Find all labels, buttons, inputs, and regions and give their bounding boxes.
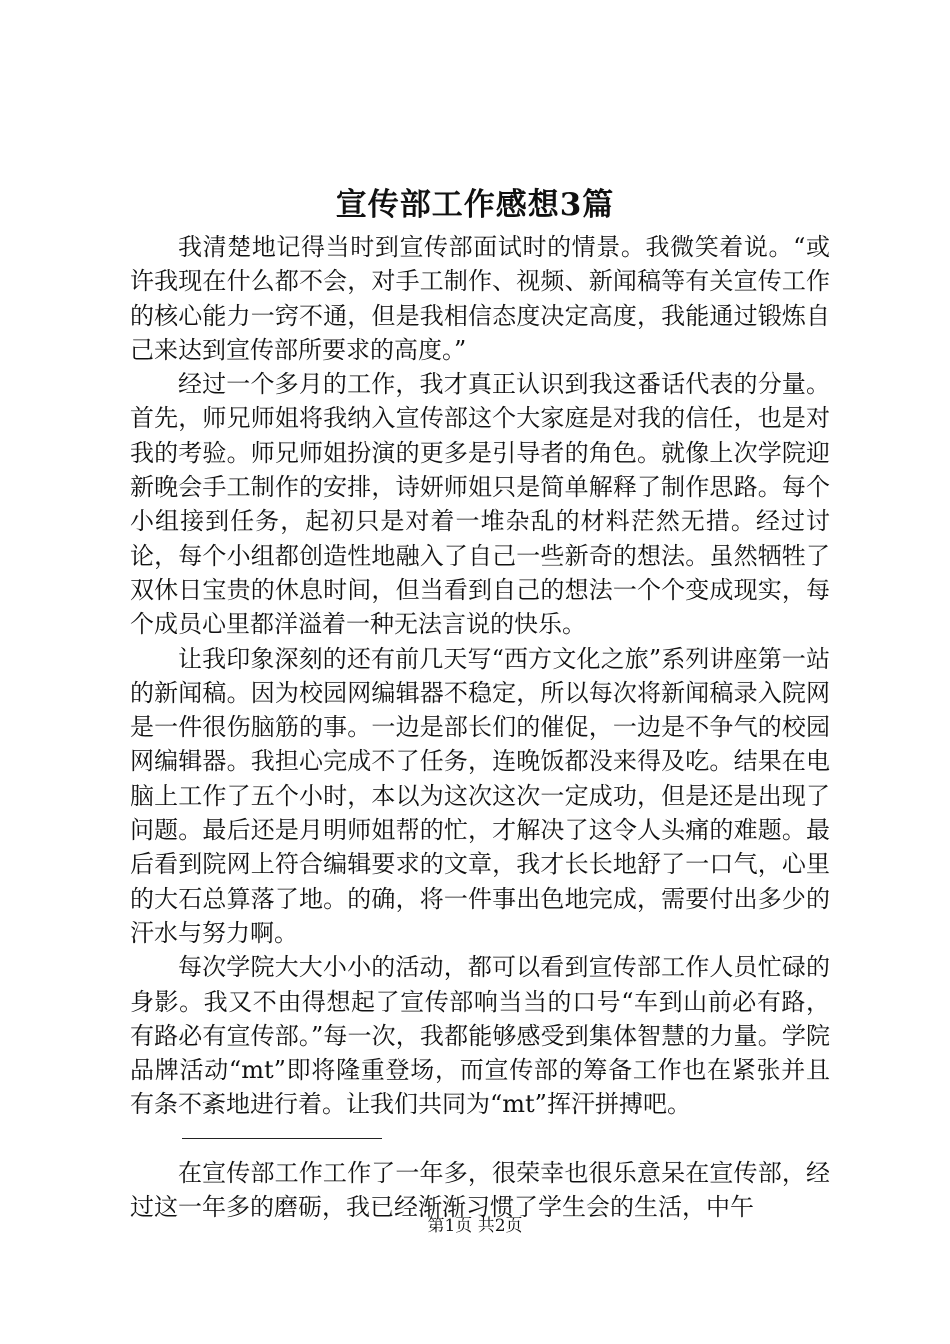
separator-line — [182, 1138, 382, 1140]
page-footer: 第1页 共2页 — [427, 1216, 523, 1236]
paragraph-4: 每次学院大大小小的活动，都可以看到宣传部工作人员忙碌的身影。我又不由得想起了宣传部响当当的口号“车到山前必有路，有路必有宣传部。”每一次，我都能够感受到集体智慧的力量。学院品牌活动“mt”即将隆重登场，而宣传部的筹备工作也在紧张并且有条不紊地进行着。让我们共同为“mt”挥汗拼搏吧。 — [130, 953, 830, 1119]
paragraph-3: 让我印象深刻的还有前几天写“西方文化之旅”系列讲座第一站的新闻稿。因为校园网编辑器不稳定，所以每次将新闻稿录入院网是一件很伤脑筋的事。一边是部长们的催促，一边是不争气的校园网编辑器。我担心完成不了任务，连晚饭都没来得及吃。结果在电脑上工作了五个小时，本以为这次这次一定成功，但是还是出现了问题。最后还是月明师姐帮的忙，才解决了这令人头痛的难题。最后看到院网上符合编辑要求的文章，我才长长地舒了一口气，心里的大石总算落了地。的确，将一件事出色地完成，需要付出多少的汗水与努力啊。 — [130, 644, 830, 947]
paragraph-1: 我清楚地记得当时到宣传部面试时的情景。我微笑着说。“或许我现在什么都不会，对手工制作、视频、新闻稿等有关宣传工作的核心能力一窍不通，但是我相信态度决定高度，我能通过锻炼自己来达到宣传部所要求的高度。” — [130, 233, 830, 364]
paragraph-2: 经过一个多月的工作，我才真正认识到我这番话代表的分量。首先，师兄师姐将我纳入宣传部这个大家庭是对我的信任，也是对我的考验。师兄师姐扮演的更多是引导者的角色。就像上次学院迎新晚会手工制作的安排，诗妍师姐只是简单解释了制作思路。每个小组接到任务，起初只是对着一堆杂乱的材料茫然无措。经过讨论，每个小组都创造性地融入了自己一些新奇的想法。虽然牺牲了双休日宝贵的休息时间，但当看到自己的想法一个个变成现实，每个成员心里都洋溢着一种无法言说的快乐。 — [130, 370, 830, 639]
paragraph-5: 在宣传部工作工作了一年多，很荣幸也很乐意呆在宣传部，经过这一年多的磨砺，我已经渐渐习惯了学生会的生活，中午 — [130, 1159, 830, 1222]
document-title: 宣传部工作感想3篇 — [335, 187, 615, 223]
section-separator — [130, 1122, 830, 1156]
document-body — [130, 230, 830, 1225]
